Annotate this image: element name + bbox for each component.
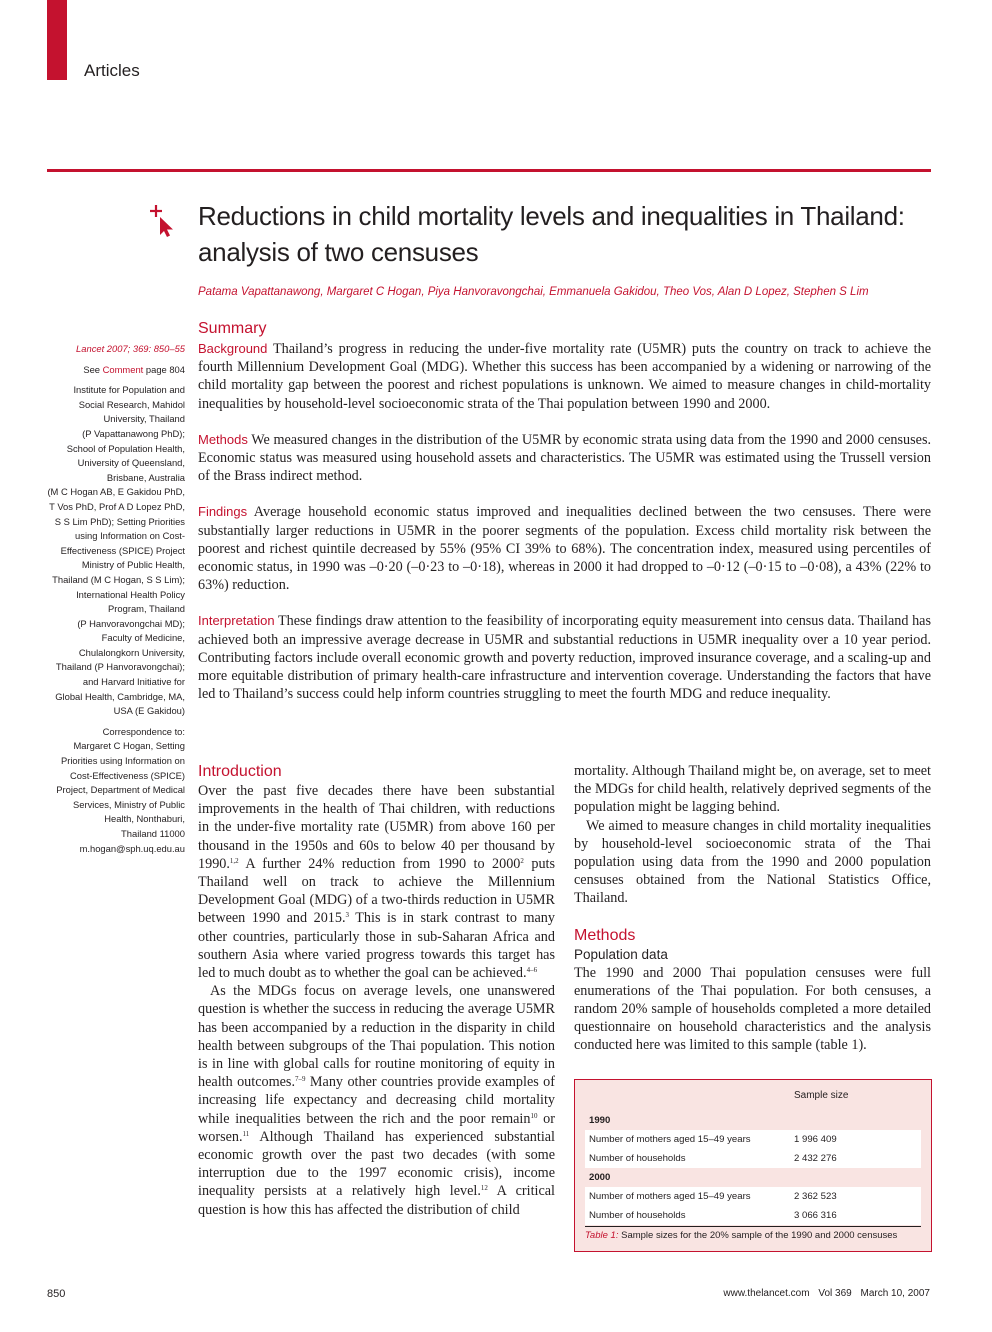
sidebar-line: Faculty of Medicine,	[101, 632, 185, 644]
table-body	[585, 1111, 921, 1225]
sidebar-line: University of Queensland,	[77, 457, 185, 469]
intro-paragraph-2: As the MDGs focus on average levels, one unanswered question is whether the success in reducing the average U5MR has been accompanied by a reduction in the disparity in child health between subgroups of the Thai population. This notion is in line with global calls for routine monitoring of equity in health outcomes.$^{7-9}$ Many other countries provide examples of increasing life expectancy and decreasing child mortality while inequalities between the rich and the poor remain$^{10}$ or worsen.$^{11}$ Although Thailand has experienced substantial economic growth over the past two decades (with some interruption due to the 1997 economic crisis), income inequality persists at a relatively high level.$^{12}$ A critical question is how this has affected the distribution of child	[198, 983, 555, 1218]
sidebar-line: Brisbane, Australia	[106, 471, 185, 483]
methods-heading: Methods	[574, 926, 636, 944]
sidebar-line: Priorities using Information on	[60, 755, 185, 767]
page-number: 850	[47, 1288, 66, 1300]
summary-methods: Methods We measured changes in the distribution of the U5MR by economic strata using data from the 1990 and 2000 censuses. Economic status was measured using household assets and characteristics. The U5MR was estimated using the Trussell version of the Brass indirect method.	[198, 431, 932, 485]
sidebar-line: S S Lim PhD); Setting Priorities	[54, 515, 185, 527]
sidebar-line: Thailand 11000	[121, 828, 185, 839]
sidebar-line: Program, Thailand	[108, 603, 185, 615]
sidebar-line: Health, Nonthaburi,	[104, 813, 185, 825]
sidebar-line: Thailand (M C Hogan, S S Lim);	[52, 573, 185, 585]
see-comment: See Comment page 804	[83, 363, 185, 375]
open-access-cursor-icon	[147, 204, 175, 238]
methods-paragraph-1: The 1990 and 2000 Thai population censuses were full enumerations of the Thai population. For both censuses, a random 20% sample of households completed a more detailed questionnaire on household characteristics and the analysis conducted here was limited to this sample (table 1).	[574, 964, 931, 1054]
table-header	[575, 1080, 931, 1110]
sidebar-line: Ministry of Public Health,	[81, 559, 185, 571]
citation: Lancet 2007; 369: 850–55	[76, 343, 185, 354]
sidebar-line: T Vos PhD, Prof A D Lopez PhD,	[49, 500, 185, 512]
issue-date: March 10, 2007	[860, 1288, 930, 1299]
summary	[198, 340, 931, 721]
population-data-heading: Population data	[574, 946, 668, 962]
summary-interpretation: Interpretation These findings draw attention to the feasibility of incorporating equity measurement into census data. Thailand has achieved both an impressive average decrease in U5MR and substantial reductions in U5MR inequality over a 10 year period. Contributing factors include overall economic growth and poverty reduction, improved insurance coverage, and a scaling-up and more equitable distribution of primary health-care infrastructure and intervention coverage. Understanding the factors that have led to Thailand’s success could help inform countries struggling to meet the fourth MDG and reduce inequality.	[198, 613, 931, 703]
sidebar-line: (P Vapattanawong PhD);	[82, 427, 185, 439]
intro-paragraph-1: Over the past five decades there have been substantial improvements in the health of Thai children, with reductions in the under-five mortality rate (U5MR) from above 160 per thousand in the 1950s and 60s to below 40 per thousand by 1990.$^{1,2}$ A further 24% reduction from 1990 to 2000$^2$ puts Thailand well on track to achieve the Millennium Development Goal (MDG) of a two-thirds reduction in U5MR between 1990 and 2015.$^3$ This is in stark contrast to many other countries, particularly those in sub-Saharan Africa and southern Asia where varied progress towards this target has led to much doubt as to whether the goal can be achieved.$^{4-6}$	[198, 783, 555, 982]
sample-size-header: Sample size	[794, 1090, 849, 1101]
body-column-left	[198, 762, 555, 1219]
website-link[interactable]: www.thelancet.com	[723, 1288, 810, 1299]
volume: Vol 369	[818, 1288, 852, 1299]
table-caption: Table 1: Sample sizes for the 20% sample of the 1990 and 2000 censuses	[585, 1230, 898, 1241]
table-row: Number of households 3 066 316	[589, 1210, 837, 1221]
body-column-right	[574, 762, 931, 1055]
footer-info	[717, 1288, 930, 1299]
table-row: Number of mothers aged 15–49 years 1 996 409	[589, 1134, 837, 1145]
sidebar-line: University, Thailand	[103, 413, 185, 425]
sidebar-line: Thailand (P Hanvoravongchai);	[55, 661, 185, 673]
table-group-row: 1990	[585, 1111, 921, 1130]
author-list: Patama Vapattanawong, Margaret C Hogan, Piya Hanvoravongchai, Emmanuela Gakidou, Theo Vos, Alan D Lopez, Stephen S Lim	[198, 286, 869, 298]
intro-paragraph-3: mortality. Although Thailand might be, on average, set to meet the MDGs for child health, relatively deprived segments of the population might be lagging behind.	[574, 763, 931, 816]
sidebar-line: using Information on Cost-	[75, 530, 185, 542]
sidebar-line: Cost-Effectiveness (SPICE)	[70, 769, 185, 781]
email-link[interactable]: m.hogan@sph.uq.edu.au	[79, 842, 185, 854]
sidebar-line: Effectiveness (SPICE) Project	[60, 544, 185, 556]
header-rule	[47, 169, 931, 172]
sidebar-line: USA (E Gakidou)	[113, 705, 185, 717]
affiliations	[40, 383, 185, 719]
table-bottom-rule	[585, 1226, 921, 1227]
sidebar-line: Institute for Population and	[73, 384, 185, 396]
sidebar-line: School of Population Health,	[66, 442, 185, 454]
table-row: Number of mothers aged 15–49 years 2 362 523	[589, 1191, 837, 1202]
intro-paragraph-4: We aimed to measure changes in child mortality inequalities by household-level socioeconomic strata of the Thai population using data from the 1990 and 2000 population censuses obtained from the National Statistics Office, Thailand.	[574, 817, 931, 907]
summary-background: Background Thailand’s progress in reducing the under-five mortality rate (U5MR) puts the country on track to achieve the fourth Millennium Development Goal (MDG). Whether this success has been accompanied by a widening or narrowing of the child mortality gap between the poorest and richest populations is unknown. We aimed to measure changes in child-mortality inequalities by household-level socioeconomic strata of the Thai population between 1990 and 2000.	[198, 341, 932, 412]
table-1	[574, 1079, 932, 1252]
sidebar-line: Margaret C Hogan, Setting	[73, 740, 185, 752]
header-accent-bar	[47, 0, 67, 80]
section-label: Articles	[84, 61, 140, 80]
sidebar-line: Project, Department of Medical	[56, 784, 185, 796]
sidebar-line: International Health Policy	[76, 588, 185, 600]
sidebar-line: (P Hanvoravongchai MD);	[77, 617, 185, 629]
sidebar-line: Correspondence to:	[102, 725, 185, 737]
sidebar-line: and Harvard Initiative for	[82, 676, 185, 688]
comment-link[interactable]: Comment	[102, 363, 144, 375]
sidebar-line: Services, Ministry of Public	[72, 798, 185, 810]
correspondence	[40, 725, 185, 842]
summary-findings: Findings Average household economic status improved and inequalities declined between the two censuses. There were substantially larger reductions in U5MR in the poorer segments of the population. Excess child mortality risk between the poorest and richest quintile decreased by 55% (95% CI 39% to 68%). The concentration index, measured using percentiles of economic status, in 1990 was –0·20 (–0·23 to –0·18), whereas in 2000 it had dropped to –0·12 (–0·15 to –0·08), a 43% (22% to 63%) reduction.	[198, 504, 931, 594]
sidebar-line: Global Health, Cambridge, MA,	[55, 690, 185, 702]
sidebar-line: Social Research, Mahidol	[78, 398, 185, 410]
introduction-heading: Introduction	[198, 763, 282, 780]
article-title: Reductions in child mortality levels and inequalities in Thailand: analysis of two censuses	[198, 201, 905, 267]
sidebar	[40, 342, 185, 856]
sidebar-line: Chulalongkorn University,	[78, 646, 185, 658]
sidebar-line: (M C Hogan AB, E Gakidou PhD,	[47, 486, 185, 498]
summary-heading: Summary	[198, 320, 267, 337]
table-row: Number of households 2 432 276	[589, 1153, 837, 1164]
table-group-row: 2000	[585, 1168, 921, 1187]
